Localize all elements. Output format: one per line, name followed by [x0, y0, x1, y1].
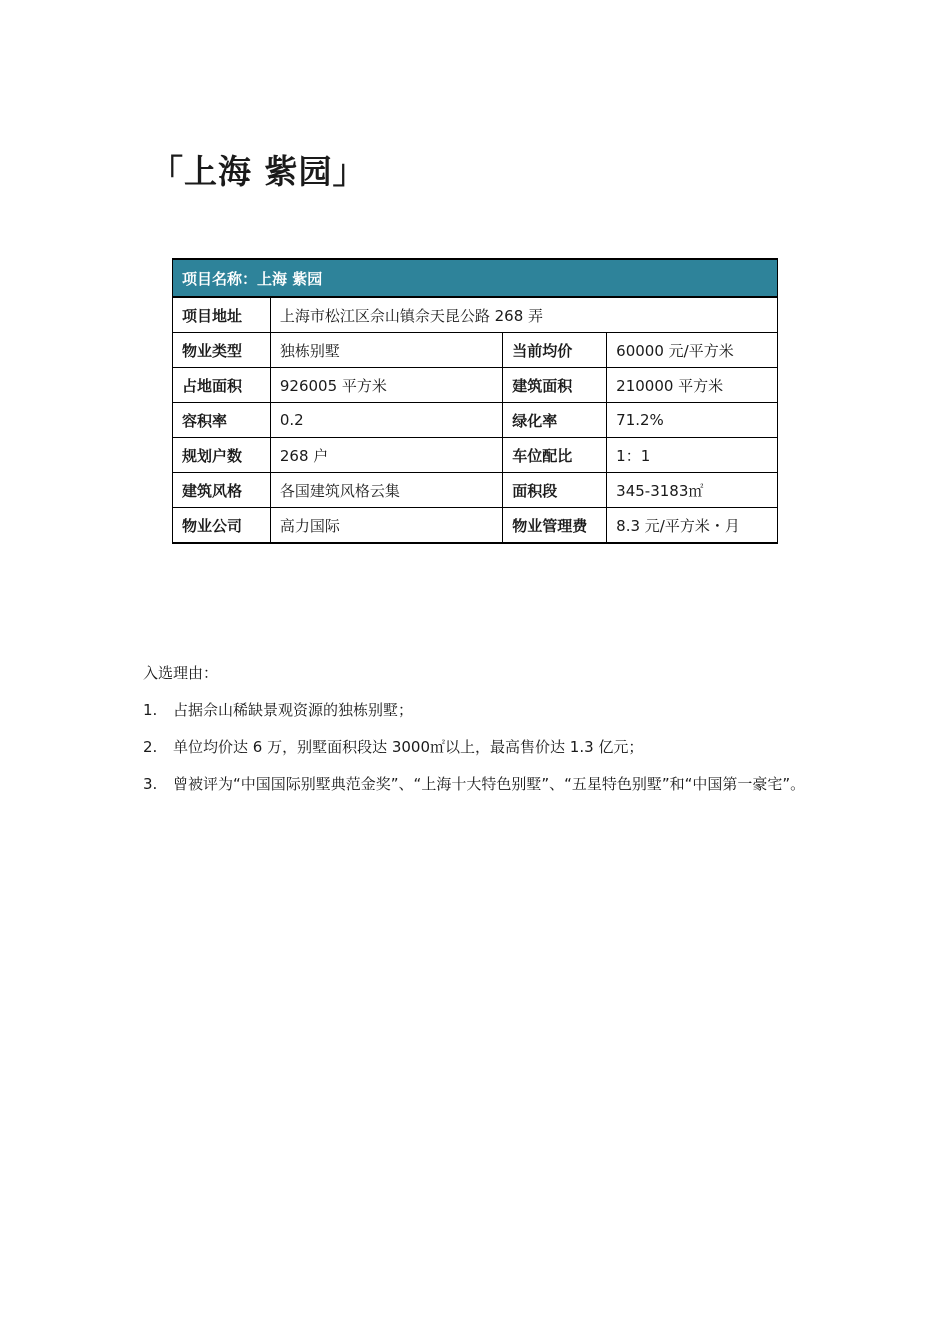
project-name-header: 项目名称：上海 紫园: [173, 259, 778, 297]
list-item-text: 曾被评为“中国国际别墅典范金奖”、“上海十大特色别墅”、“五星特色别墅”和“中国第一豪宅”。: [173, 775, 806, 793]
table-row: [173, 508, 778, 544]
row-value: 独栋别墅: [270, 333, 502, 368]
table-row: [173, 403, 778, 438]
row-value: 8.3 元/平方米・月: [607, 508, 778, 544]
row-label: 物业公司: [173, 508, 271, 544]
table-row: [173, 297, 778, 333]
row-value: 345-3183㎡: [607, 473, 778, 508]
list-item-number: 1.: [143, 701, 158, 719]
address-label: 项目地址: [173, 297, 271, 333]
address-value: 上海市松江区佘山镇佘天昆公路 268 弄: [270, 297, 777, 333]
row-value: 210000 平方米: [607, 368, 778, 403]
row-value: 60000 元/平方米: [607, 333, 778, 368]
row-label: 物业管理费: [503, 508, 607, 544]
list-item-text: 占据佘山稀缺景观资源的独栋别墅；: [173, 701, 414, 719]
row-label: 面积段: [503, 473, 607, 508]
row-value: 各国建筑风格云集: [270, 473, 502, 508]
table-row: [173, 368, 778, 403]
row-value: 268 户: [270, 438, 502, 473]
list-item-number: 3.: [143, 775, 158, 793]
row-label: 容积率: [173, 403, 271, 438]
row-value: 1：1: [607, 438, 778, 473]
selection-reasons: [143, 655, 823, 803]
table-header-row: [173, 259, 778, 297]
table-row: [173, 438, 778, 473]
row-label: 车位配比: [503, 438, 607, 473]
list-item-number: 2.: [143, 738, 158, 756]
row-label: 规划户数: [173, 438, 271, 473]
row-label: 当前均价: [503, 333, 607, 368]
table-row: [173, 473, 778, 508]
row-label: 建筑风格: [173, 473, 271, 508]
row-value: 0.2: [270, 403, 502, 438]
row-value: 高力国际: [270, 508, 502, 544]
row-value: 926005 平方米: [270, 368, 502, 403]
row-value: 71.2%: [607, 403, 778, 438]
table-row: [173, 333, 778, 368]
list-item-text: 单位均价达 6 万，别墅面积段达 3000㎡以上，最高售价达 1.3 亿元；: [173, 738, 644, 756]
row-label: 建筑面积: [503, 368, 607, 403]
list-item: [143, 692, 823, 729]
list-item: [143, 729, 823, 766]
list-item: [143, 766, 823, 803]
project-info-table: [172, 258, 778, 544]
row-label: 绿化率: [503, 403, 607, 438]
reasons-heading: 入选理由：: [143, 664, 219, 682]
row-label: 占地面积: [173, 368, 271, 403]
row-label: 物业类型: [173, 333, 271, 368]
page-title: 「上海 紫园」: [150, 152, 367, 191]
